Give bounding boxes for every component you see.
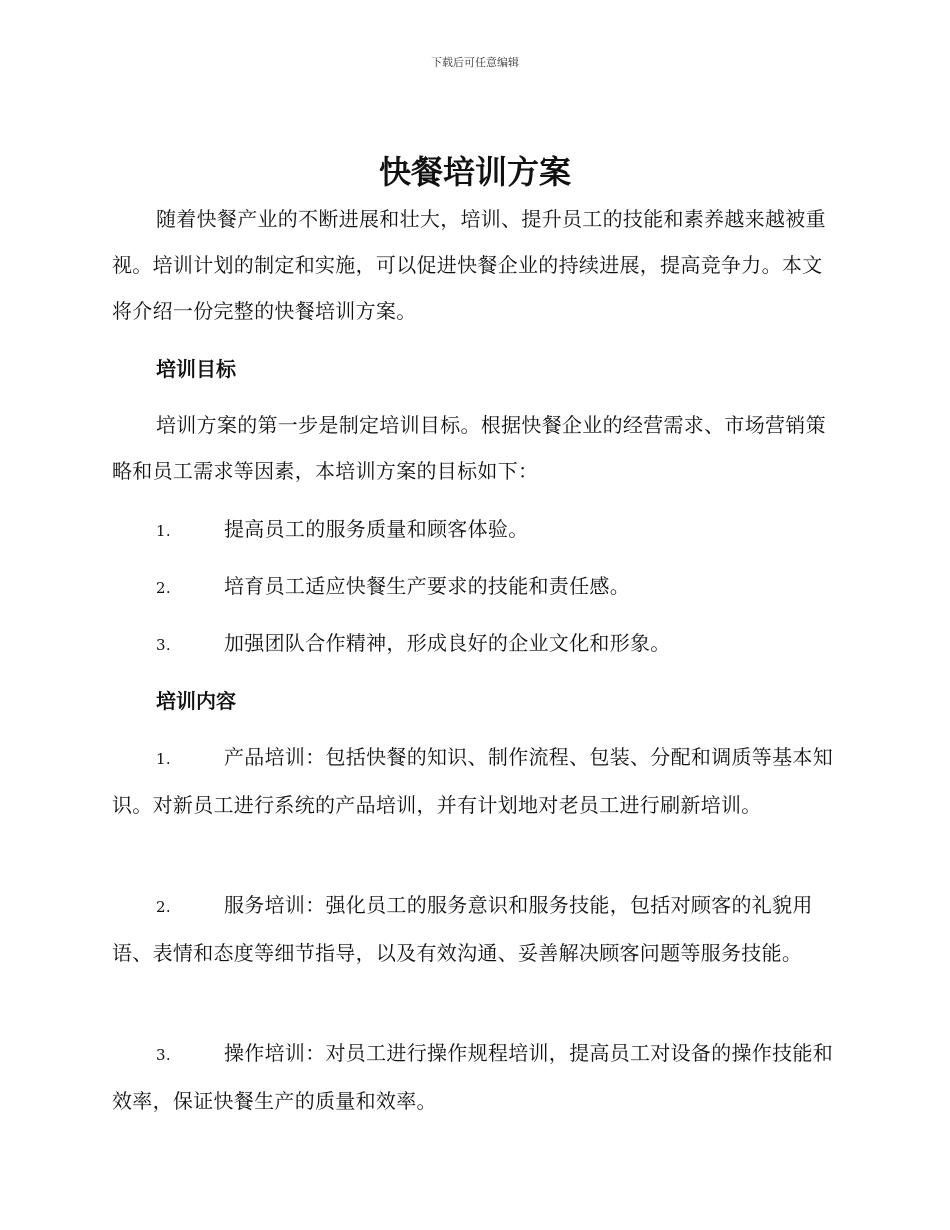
content-item <box>112 882 836 976</box>
list-number: 1. <box>156 522 171 540</box>
intro-paragraph: 随着快餐产业的不断进展和壮大，培训、提升员工的技能和素养越来越被重视。培训计划的制定和实施，可以促进快餐企业的持续进展，提高竞争力。本文将介绍一份完整的快餐培训方案。 <box>112 207 826 323</box>
list-text: 提高员工的服务质量和顾客体验。 <box>224 517 529 541</box>
list-number: 3. <box>156 636 171 654</box>
goal-item <box>112 563 836 611</box>
list-number: 2. <box>156 898 171 916</box>
section-heading-goals: 培训目标 <box>156 357 236 381</box>
header-note: 下载后可任意编辑 <box>431 56 519 69</box>
list-number: 3. <box>156 1046 171 1064</box>
list-number: 1. <box>156 750 171 768</box>
content-item <box>112 734 836 828</box>
goals-intro-paragraph: 培训方案的第一步是制定培训目标。根据快餐企业的经营需求、市场营销策略和员工需求等因素，本培训方案的目标如下： <box>112 413 826 483</box>
goal-item <box>112 620 836 668</box>
list-text: 服务培训：强化员工的服务意识和服务技能，包括对顾客的礼貌用语、表情和态度等细节指导，以及有效沟通、妥善解决顾客问题等服务技能。 <box>112 893 813 965</box>
list-text: 培育员工适应快餐生产要求的技能和责任感。 <box>224 574 630 598</box>
list-number: 2. <box>156 579 171 597</box>
content-item <box>112 1030 836 1124</box>
list-text: 产品培训：包括快餐的知识、制作流程、包装、分配和调质等基本知识。对新员工进行系统的产品培训，并有计划地对老员工进行刷新培训。 <box>112 745 833 817</box>
list-text: 操作培训：对员工进行操作规程培训，提高员工对设备的操作技能和效率，保证快餐生产的质量和效率。 <box>112 1041 833 1113</box>
section-heading-content: 培训内容 <box>156 689 236 713</box>
list-text: 加强团队合作精神，形成良好的企业文化和形象。 <box>224 631 671 655</box>
document-title: 快餐培训方案 <box>378 153 571 191</box>
goal-item <box>112 506 836 554</box>
